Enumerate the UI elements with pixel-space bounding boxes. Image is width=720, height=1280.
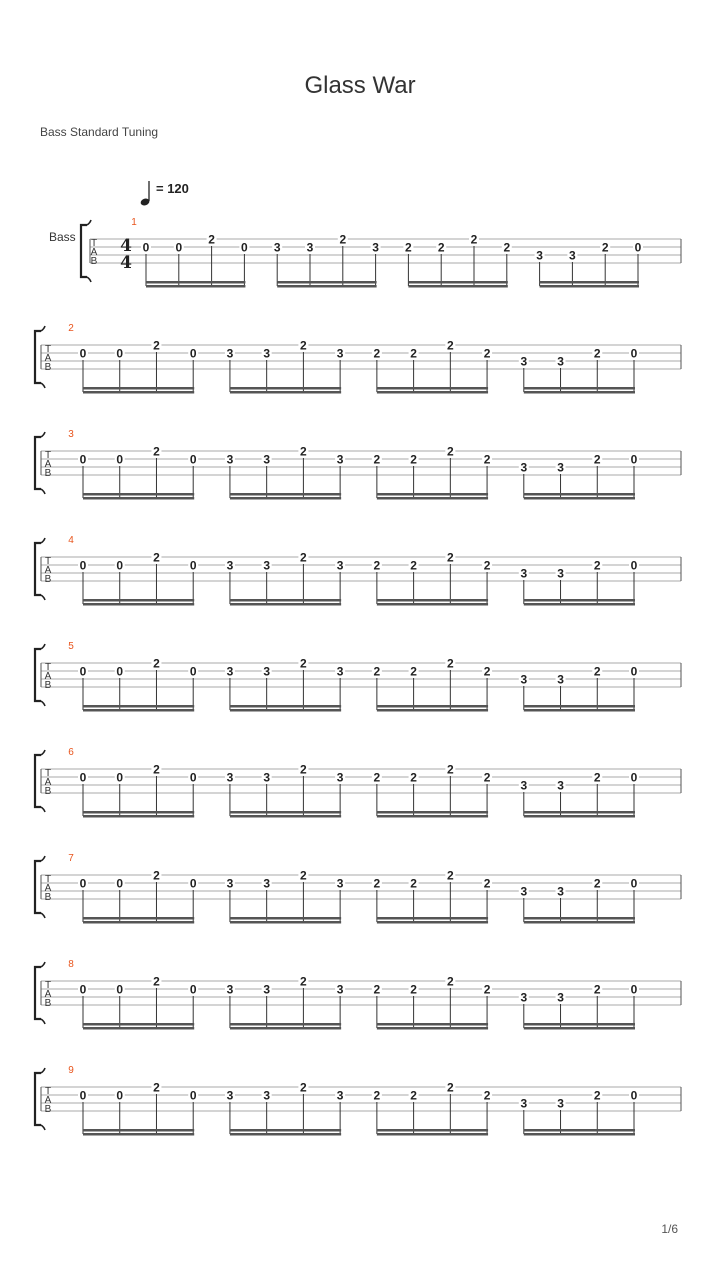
bracket-hook-bottom	[41, 1125, 45, 1130]
fret-number: 0	[630, 558, 638, 573]
fret-number: 3	[372, 240, 379, 255]
fret-number: 0	[116, 982, 124, 997]
beam	[230, 815, 341, 818]
fret-number: 3	[263, 1088, 271, 1103]
fret-number: 2	[300, 1080, 307, 1095]
bracket-hook-bottom	[41, 701, 45, 706]
beam	[83, 811, 194, 814]
fret-number: 0	[189, 346, 197, 361]
fret-number: 0	[241, 240, 248, 255]
fret-number: 3	[336, 664, 344, 679]
beam	[524, 497, 635, 500]
fret-number: 2	[373, 982, 381, 997]
beam	[230, 599, 341, 602]
fret-number: 0	[79, 876, 87, 891]
fret-number: 3	[336, 1088, 344, 1103]
fret-number: 0	[630, 876, 638, 891]
beam	[230, 387, 341, 390]
beam	[377, 705, 488, 708]
fret-number: 2	[446, 974, 454, 989]
beam	[408, 285, 507, 288]
beam	[524, 709, 635, 712]
fret-number: 0	[79, 982, 87, 997]
time-signature-numerator: 4	[120, 236, 132, 256]
fret-number: 0	[116, 346, 124, 361]
beam	[83, 497, 194, 500]
fret-number: 2	[300, 974, 307, 989]
beam	[230, 1129, 341, 1132]
tab-clef-letter: A	[44, 353, 52, 364]
fret-number: 2	[373, 876, 381, 891]
beam	[83, 709, 194, 712]
fret-number: 3	[520, 1096, 528, 1111]
fret-number: 2	[410, 876, 417, 891]
fret-number: 0	[189, 558, 197, 573]
fret-number: 2	[153, 974, 160, 989]
tab-clef-letter: B	[44, 468, 52, 479]
beam	[277, 281, 376, 284]
tab-clef-letter: A	[44, 565, 52, 576]
fret-number: 0	[116, 452, 124, 467]
beam	[83, 921, 194, 924]
fret-number: 2	[153, 1080, 160, 1095]
bracket-hook-bottom	[41, 1019, 45, 1024]
fret-number: 3	[263, 558, 271, 573]
fret-number: 2	[373, 770, 381, 785]
fret-number: 2	[410, 452, 417, 467]
fret-number: 2	[593, 1088, 601, 1103]
fret-number: 3	[226, 982, 234, 997]
tab-clef-letter: T	[44, 980, 52, 991]
tab-clef-letter: A	[44, 459, 52, 470]
measure-number: 3	[68, 429, 74, 440]
beam	[230, 705, 341, 708]
beam	[524, 391, 635, 394]
fret-number: 0	[189, 982, 197, 997]
fret-number: 0	[116, 558, 124, 573]
bracket-hook-top	[87, 220, 91, 225]
fret-number: 3	[557, 354, 564, 369]
fret-number: 2	[208, 232, 215, 247]
beam	[146, 285, 245, 288]
fret-number: 3	[226, 346, 234, 361]
fret-number: 2	[373, 664, 381, 679]
fret-number: 2	[483, 452, 491, 467]
fret-number: 2	[593, 876, 601, 891]
bracket-hook-bottom	[41, 595, 45, 600]
fret-number: 2	[503, 240, 511, 255]
system-bracket	[35, 755, 41, 807]
beam	[230, 1027, 341, 1030]
beam	[377, 709, 488, 712]
fret-number: 0	[116, 664, 124, 679]
tab-clef-letter: A	[44, 1095, 52, 1106]
beam	[230, 1133, 341, 1136]
fret-number: 2	[446, 550, 454, 565]
beam	[524, 1027, 635, 1030]
measure-number: 6	[68, 747, 74, 758]
beam	[524, 811, 635, 814]
fret-number: 2	[593, 770, 601, 785]
fret-number: 2	[437, 240, 445, 255]
tab-clef-letter: A	[90, 247, 98, 258]
tab-clef-letter: B	[44, 574, 52, 585]
tab-clef-letter: A	[44, 989, 52, 1000]
fret-number: 3	[557, 1096, 564, 1111]
fret-number: 3	[536, 248, 543, 263]
bracket-hook-top	[41, 432, 45, 437]
beam	[230, 921, 341, 924]
beam	[230, 497, 341, 500]
fret-number: 3	[263, 346, 271, 361]
fret-number: 3	[263, 876, 271, 891]
fret-number: 3	[520, 778, 528, 793]
fret-number: 2	[593, 346, 601, 361]
beam	[377, 815, 488, 818]
measure-number: 2	[68, 323, 74, 334]
beam	[146, 281, 245, 284]
fret-number: 2	[339, 232, 347, 247]
fret-number: 3	[520, 460, 528, 475]
fret-number: 2	[373, 452, 381, 467]
fret-number: 2	[300, 656, 307, 671]
fret-number: 0	[189, 770, 197, 785]
beam	[230, 493, 341, 496]
fret-number: 2	[446, 656, 454, 671]
fret-number: 0	[116, 876, 124, 891]
fret-number: 0	[79, 770, 87, 785]
fret-number: 3	[569, 248, 576, 263]
fret-number: 0	[79, 664, 87, 679]
system-bracket	[35, 543, 41, 595]
fret-number: 0	[189, 452, 197, 467]
tuning-label: Bass Standard Tuning	[40, 125, 159, 139]
beam	[377, 387, 488, 390]
tab-clef-letter: A	[44, 671, 52, 682]
fret-number: 0	[189, 876, 197, 891]
tab-clef-letter: T	[44, 450, 52, 461]
fret-number: 2	[446, 868, 454, 883]
tab-clef-letter: B	[44, 998, 52, 1009]
fret-number: 3	[226, 876, 234, 891]
beam	[277, 285, 376, 288]
beam	[83, 705, 194, 708]
beam	[524, 815, 635, 818]
system-bracket	[35, 967, 41, 1019]
fret-number: 2	[446, 444, 454, 459]
beam	[524, 599, 635, 602]
fret-number: 3	[520, 672, 528, 687]
beam	[524, 1023, 635, 1026]
fret-number: 3	[226, 558, 234, 573]
fret-number: 0	[116, 770, 124, 785]
tab-clef-letter: B	[44, 680, 52, 691]
beam	[377, 1129, 488, 1132]
beam	[524, 705, 635, 708]
beam	[524, 921, 635, 924]
fret-number: 2	[483, 664, 491, 679]
time-signature-denominator: 4	[120, 253, 132, 273]
beam	[377, 917, 488, 920]
fret-number: 3	[520, 884, 528, 899]
fret-number: 3	[336, 558, 344, 573]
fret-number: 2	[410, 346, 417, 361]
fret-number: 2	[593, 982, 601, 997]
bracket-hook-top	[41, 538, 45, 543]
fret-number: 2	[300, 868, 307, 883]
beam	[230, 811, 341, 814]
fret-number: 0	[79, 452, 87, 467]
fret-number: 3	[557, 884, 564, 899]
system-bracket	[35, 437, 41, 489]
fret-number: 0	[189, 1088, 197, 1103]
fret-number: 3	[263, 452, 271, 467]
beam	[540, 285, 639, 288]
fret-number: 2	[483, 982, 491, 997]
beam	[377, 1027, 488, 1030]
fret-number: 0	[630, 982, 638, 997]
fret-number: 2	[300, 338, 307, 353]
fret-number: 2	[300, 550, 307, 565]
bracket-hook-top	[41, 326, 45, 331]
fret-number: 0	[630, 664, 638, 679]
beam	[524, 493, 635, 496]
fret-number: 3	[520, 566, 528, 581]
tab-clef-letter: A	[44, 883, 52, 894]
fret-number: 3	[263, 664, 271, 679]
page-number: 1/6	[661, 1222, 678, 1236]
fret-number: 2	[470, 232, 478, 247]
beam	[230, 391, 341, 394]
fret-number: 3	[226, 770, 234, 785]
beam	[377, 497, 488, 500]
fret-number: 2	[153, 338, 160, 353]
bracket-hook-top	[41, 644, 45, 649]
fret-number: 0	[79, 558, 87, 573]
fret-number: 0	[79, 1088, 87, 1103]
system-bracket	[35, 649, 41, 701]
tab-clef-letter: T	[44, 874, 52, 885]
fret-number: 2	[410, 770, 417, 785]
measure-number: 4	[68, 535, 74, 546]
system-bracket	[81, 225, 87, 277]
fret-number: 2	[410, 558, 417, 573]
beam	[83, 1133, 194, 1136]
beam	[83, 603, 194, 606]
beam	[83, 387, 194, 390]
beam	[408, 281, 507, 284]
beam	[524, 603, 635, 606]
fret-number: 3	[226, 452, 234, 467]
tab-clef-letter: T	[44, 344, 52, 355]
tab-clef-letter: T	[44, 768, 52, 779]
bracket-hook-bottom	[41, 807, 45, 812]
fret-number: 0	[634, 240, 642, 255]
fret-number: 3	[336, 346, 344, 361]
system-bracket	[35, 1073, 41, 1125]
fret-number: 3	[336, 770, 344, 785]
beam	[83, 917, 194, 920]
beam	[377, 921, 488, 924]
fret-number: 2	[483, 770, 491, 785]
measure-number: 7	[68, 853, 74, 864]
fret-number: 3	[263, 982, 271, 997]
instrument-label: Bass	[49, 230, 76, 244]
bracket-hook-bottom	[41, 913, 45, 918]
measure-number: 8	[68, 959, 74, 970]
fret-number: 2	[446, 762, 454, 777]
beam	[524, 1133, 635, 1136]
measure-number: 5	[68, 641, 74, 652]
bracket-hook-top	[41, 856, 45, 861]
fret-number: 0	[630, 452, 638, 467]
fret-number: 0	[116, 1088, 124, 1103]
bracket-hook-bottom	[41, 489, 45, 494]
tab-clef-letter: T	[44, 662, 52, 673]
fret-number: 3	[557, 778, 564, 793]
beam	[83, 1129, 194, 1132]
fret-number: 0	[630, 1088, 638, 1103]
fret-number: 2	[153, 868, 160, 883]
fret-number: 2	[601, 240, 609, 255]
fret-number: 3	[557, 990, 564, 1005]
beam	[377, 599, 488, 602]
beam	[230, 1023, 341, 1026]
fret-number: 2	[410, 982, 417, 997]
beam	[524, 917, 635, 920]
fret-number: 0	[189, 664, 197, 679]
fret-number: 2	[153, 656, 160, 671]
tab-clef-letter: B	[44, 892, 52, 903]
fret-number: 2	[446, 1080, 454, 1095]
tab-clef-letter: B	[44, 362, 52, 373]
fret-number: 0	[142, 240, 150, 255]
fret-number: 2	[410, 1088, 417, 1103]
fret-number: 2	[593, 664, 601, 679]
fret-number: 2	[153, 444, 160, 459]
tab-clef-letter: B	[44, 786, 52, 797]
beam	[377, 391, 488, 394]
fret-number: 0	[175, 240, 183, 255]
fret-number: 0	[630, 770, 638, 785]
tab-clef-letter: B	[90, 256, 98, 267]
beam	[524, 387, 635, 390]
fret-number: 3	[226, 1088, 234, 1103]
fret-number: 2	[483, 346, 491, 361]
fret-number: 2	[373, 558, 381, 573]
fret-number: 2	[593, 558, 601, 573]
beam	[83, 1027, 194, 1030]
fret-number: 3	[557, 566, 564, 581]
beam	[524, 1129, 635, 1132]
beam	[540, 281, 639, 284]
fret-number: 2	[410, 664, 417, 679]
fret-number: 2	[483, 558, 491, 573]
fret-number: 2	[300, 762, 307, 777]
beam	[230, 917, 341, 920]
fret-number: 3	[557, 672, 564, 687]
beam	[83, 391, 194, 394]
tab-clef-letter: T	[44, 556, 52, 567]
fret-number: 2	[483, 1088, 491, 1103]
beam	[83, 599, 194, 602]
system-bracket	[35, 331, 41, 383]
beam	[230, 603, 341, 606]
beam	[377, 493, 488, 496]
beam	[377, 1133, 488, 1136]
bracket-hook-bottom	[41, 383, 45, 388]
fret-number: 0	[79, 346, 87, 361]
fret-number: 2	[373, 346, 381, 361]
tempo-marking: = 120	[156, 181, 189, 196]
bracket-hook-top	[41, 750, 45, 755]
fret-number: 3	[263, 770, 271, 785]
bracket-hook-top	[41, 1068, 45, 1073]
beam	[83, 493, 194, 496]
fret-number: 2	[483, 876, 491, 891]
fret-number: 3	[336, 452, 344, 467]
fret-number: 0	[630, 346, 638, 361]
fret-number: 3	[520, 990, 528, 1005]
tab-clef-letter: T	[90, 238, 98, 249]
beam	[377, 603, 488, 606]
tab-clef-letter: T	[44, 1086, 52, 1097]
fret-number: 3	[336, 876, 344, 891]
tab-clef-letter: A	[44, 777, 52, 788]
fret-number: 2	[446, 338, 454, 353]
fret-number: 2	[300, 444, 307, 459]
fret-number: 3	[336, 982, 344, 997]
tab-clef-letter: B	[44, 1104, 52, 1115]
fret-number: 2	[405, 240, 412, 255]
fret-number: 3	[520, 354, 528, 369]
fret-number: 3	[306, 240, 314, 255]
fret-number: 3	[226, 664, 234, 679]
fret-number: 2	[373, 1088, 381, 1103]
fret-number: 2	[153, 762, 160, 777]
beam	[377, 811, 488, 814]
fret-number: 3	[273, 240, 281, 255]
fret-number: 2	[593, 452, 601, 467]
fret-number: 2	[153, 550, 160, 565]
bracket-hook-top	[41, 962, 45, 967]
bracket-hook-bottom	[87, 277, 91, 282]
measure-number: 1	[131, 217, 137, 228]
beam	[83, 815, 194, 818]
beam	[230, 709, 341, 712]
system-bracket	[35, 861, 41, 913]
song-title: Glass War	[304, 72, 416, 99]
beam	[377, 1023, 488, 1026]
measure-number: 9	[68, 1065, 74, 1076]
fret-number: 3	[557, 460, 564, 475]
beam	[83, 1023, 194, 1026]
